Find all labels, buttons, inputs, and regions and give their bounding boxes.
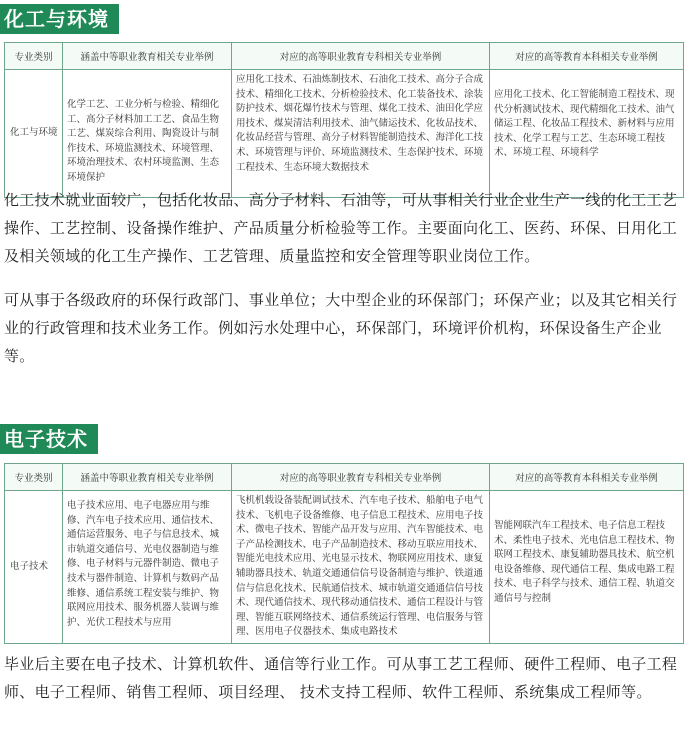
section-title-electronics: 电子技术 [0,424,98,454]
table-row [5,491,684,644]
majors-table-chemical [4,42,684,198]
header-vocational: 对应的高等职业教育专科相关专业举例 [232,464,490,491]
header-vocational: 对应的高等职业教育专科相关专业举例 [232,43,490,70]
header-secondary: 涵盖中等职业教育相关专业举例 [63,43,232,70]
paragraph-electronics-1: 毕业后主要在电子技术、计算机软件、通信等行业工作。可从事工艺工程师、硬件工程师、电子工程师、电子工程师、销售工程师、项目经理、 技术支持工程师、软件工程师、系统集成工程师等。 [4,655,678,701]
table-header-row [5,464,684,491]
section-title-chemical: 化工与环境 [0,4,119,34]
secondary-majors-cell: 电子技术应用、电子电器应用与维修、汽车电子技术应用、通信技术、通信运营服务、电子与信息技术、城市轨道交通信号、光电仪器制造与维修、电子材料与元器件制造、微电子技术与器件制造、计算机与数码产品维修、通信系统工程安装与维护、物联网应用技术、服务机器人装调与维护、光伏工程技术与应用 [63,491,232,644]
category-cell: 电子技术 [5,491,63,644]
table-row [5,70,684,198]
header-undergraduate: 对应的高等教育本科相关专业举例 [490,464,684,491]
vocational-majors-cell: 飞机机载设备装配调试技术、汽车电子技术、船舶电子电气技术、飞机电子设备维修、电子信息工程技术、应用电子技术、微电子技术、智能产品开发与应用、汽车智能技术、电子产品检测技术、电子产品制造技术、移动互联应用技术、智能光电技术应用、光电显示技术、物联网应用技术、康复辅助器具技术、轨道交通通信信号设备制造与维护、铁道通信与信息化技术、民航通信技术、城市轨道交通通信信号技术、现代通信技术、现代移动通信技术、通信工程设计与管理、智能互联网络技术、通信系统运行管理、电信服务与管理、医用电子仪器技术、集成电路技术 [232,491,490,644]
header-category: 专业类别 [5,464,63,491]
paragraph-chemical-2: 可从事于各级政府的环保行政部门、事业单位；大中型企业的环保部门；环保产业；以及其它相关行业的行政管理和技术业务工作。例如污水处理中心，环保部门，环境评价机构，环保设备生产企业等。 [4,291,678,365]
header-category: 专业类别 [5,43,63,70]
header-undergraduate: 对应的高等教育本科相关专业举例 [490,43,684,70]
category-cell: 化工与环境 [5,70,63,198]
undergraduate-majors-cell: 智能网联汽车工程技术、电子信息工程技术、柔性电子技术、光电信息工程技术、物联网工程技术、康复辅助器具技术、航空机电设备维修、现代通信工程、集成电路工程技术、电子科学与技术、通信工程、轨道交通信号与控制 [490,491,684,644]
secondary-majors-cell: 化学工艺、工业分析与检验、精细化工、高分子材料加工工艺、食品生物工艺、煤炭综合利用、陶瓷设计与制作技术、环境监测技术、环境管理、环境治理技术、农村环境监测、生态环境保护 [63,70,232,198]
vocational-majors-cell: 应用化工技术、石油炼制技术、石油化工技术、高分子合成技术、精细化工技术、分析检验技术、化工装备技术、涂装防护技术、烟花爆竹技术与管理、煤化工技术、油田化学应用技术、煤炭清洁利用技术、油气储运技术、化妆品技术、化妆品经营与管理、高分子材料智能制造技术、海洋化工技术、环境管理与评价、环境监测技术、生态保护技术、环境工程技术、生态环境大数据技术 [232,70,490,198]
undergraduate-majors-cell: 应用化工技术、化工智能制造工程技术、现代分析测试技术、现代精细化工技术、油气储运工程、化妆品工程技术、新材料与应用技术、化学工程与工艺、生态环境工程技术、环境工程、环境科学 [490,70,684,198]
paragraph-chemical-1: 化工技术就业面较广，包括化妆品、高分子材料、石油等，可从事相关行业企业生产一线的化工工艺操作、工艺控制、设备操作维护、产品质量分析检验等工作。主要面向化工、医药、环保、日用化工及相关领域的化工生产操作、工艺管理、质量监控和安全管理等职业岗位工作。 [4,191,678,265]
majors-table-electronics [4,463,684,644]
header-secondary: 涵盖中等职业教育相关专业举例 [63,464,232,491]
table-header-row [5,43,684,70]
